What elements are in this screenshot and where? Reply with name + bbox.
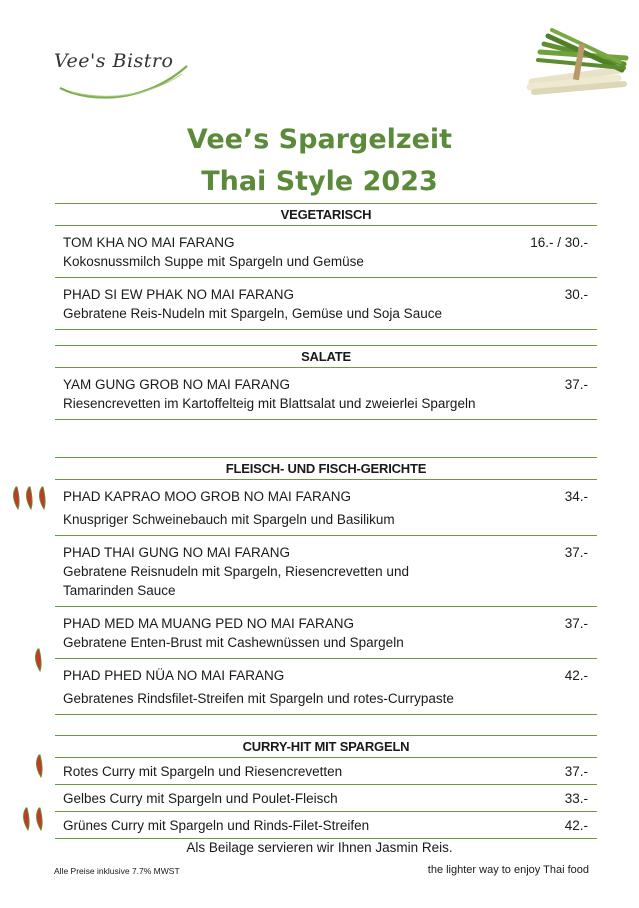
chili-pepper-icon: [10, 485, 52, 516]
menu-item: [55, 480, 597, 536]
chili-pepper-icon: [33, 753, 49, 784]
section-salate: [55, 345, 597, 420]
section-curry-hit: [55, 735, 597, 839]
bistro-logo: [52, 44, 192, 102]
menu-item: [55, 226, 597, 278]
item-name: Grünes Curry mit Spargeln und Rinds-Filet-Streifen: [63, 818, 370, 833]
price-footnote: Alle Preise inklusive 7.7% MWST: [54, 866, 180, 876]
item-price: 37.-: [564, 545, 588, 560]
item-name: PHAD KAPRAO MOO GROB NO MAI FARANG: [63, 489, 352, 504]
menu-item: [55, 659, 597, 715]
tagline: the lighter way to enjoy Thai food: [427, 864, 589, 876]
item-description: Gebratene Reisnudeln mit Spargeln, Riesencrevetten und Tamarinden Sauce: [63, 564, 409, 598]
item-name: TOM KHA NO MAI FARANG: [63, 235, 235, 250]
asparagus-image: [524, 24, 630, 96]
item-price: 33.-: [564, 791, 588, 806]
item-name: PHAD PHED NÜA NO MAI FARANG: [63, 668, 285, 683]
item-price: 37.-: [564, 764, 588, 779]
menu-item: [55, 758, 597, 785]
item-name: PHAD THAI GUNG NO MAI FARANG: [63, 545, 291, 560]
item-price: 34.-: [564, 489, 588, 504]
item-price: 37.-: [564, 616, 588, 631]
section-heading: CURRY-HIT MIT SPARGELN: [55, 735, 597, 758]
chili-pepper-icon: [20, 806, 50, 837]
section-heading: FLEISCH- UND FISCH-GERICHTE: [55, 457, 597, 480]
menu-item: [55, 785, 597, 812]
menu-item: [55, 812, 597, 839]
item-description: Gebratene Enten-Brust mit Cashewnüssen und Spargeln: [63, 635, 404, 650]
section-heading: SALATE: [55, 345, 597, 368]
item-description: Kokosnussmilch Suppe mit Spargeln und Gemüse: [63, 254, 364, 269]
section-fleisch-fisch: [55, 457, 597, 715]
logo-text: Vee's Bistro: [54, 50, 174, 72]
item-name: YAM GUNG GROB NO MAI FARANG: [63, 377, 291, 392]
item-price: 42.-: [564, 818, 588, 833]
item-price: 42.-: [564, 668, 588, 683]
menu-item: [55, 368, 597, 420]
item-name: Gelbes Curry mit Spargeln und Poulet-Fleisch: [63, 791, 338, 806]
item-description: Gebratenes Rindsfilet-Streifen mit Spargeln und rotes-Currypaste: [63, 691, 454, 706]
item-description: Riesencrevetten im Kartoffelteig mit Blattsalat und zweierlei Spargeln: [63, 396, 476, 411]
menu-title: Vee’s Spargelzeit: [186, 124, 453, 155]
item-price: 37.-: [564, 377, 588, 392]
menu-item: [55, 278, 597, 330]
item-price: 16.- / 30.-: [530, 235, 588, 250]
section-heading: VEGETARISCH: [55, 203, 597, 226]
item-name: PHAD SI EW PHAK NO MAI FARANG: [63, 287, 295, 302]
item-name: PHAD MED MA MUANG PED NO MAI FARANG: [63, 616, 355, 631]
menu-item: [55, 536, 597, 607]
chili-pepper-icon: [32, 647, 48, 678]
side-dish-note: Als Beilage servieren wir Ihnen Jasmin Reis.: [186, 840, 453, 855]
menu-item: [55, 607, 597, 659]
item-description: Gebratene Reis-Nudeln mit Spargeln, Gemüse und Soja Sauce: [63, 306, 442, 321]
item-name: Rotes Curry mit Spargeln und Riesencrevetten: [63, 764, 343, 779]
menu-subtitle: Thai Style 2023: [201, 166, 438, 197]
section-vegetarisch: [55, 203, 597, 330]
item-price: 30.-: [564, 287, 588, 302]
item-description: Knuspriger Schweinebauch mit Spargeln und Basilikum: [63, 512, 395, 527]
